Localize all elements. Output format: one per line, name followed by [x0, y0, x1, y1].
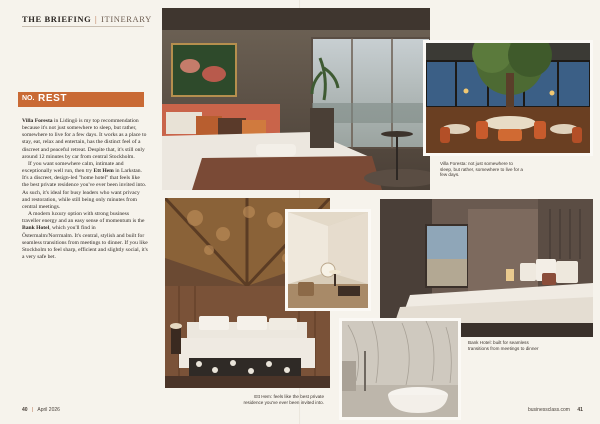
header-rule	[22, 26, 144, 27]
website: businessclass.com	[528, 407, 570, 413]
photo-villa-foresta-dining	[423, 40, 593, 156]
section-bar	[18, 92, 144, 107]
paragraph-text: in Lidingö is my top recommendation because it's not just somewhere to sleep, but rather, somewhere to live for a few days. It works as a place to stay, eat, relax and entertain, has the distinct feel of a discreet and peaceful retreat. Despite that, it's still only around 12 minutes by car from central Stockholm.	[22, 118, 147, 160]
photo-villa-foresta-bedroom	[162, 8, 430, 190]
caption-ett-hem: Ett Hem: feels like the best private residence you've ever been invited into.	[243, 394, 324, 405]
section-title: REST	[38, 93, 68, 104]
footer-left: 40 | April 2026	[22, 407, 60, 413]
header-section: THE BRIEFING	[22, 14, 92, 24]
issue-date: April 2026	[37, 407, 60, 413]
paragraph-villa-foresta	[22, 118, 148, 161]
paragraph-bank-hotel	[22, 211, 148, 261]
page-number-right: 41	[577, 407, 583, 413]
photo-bank-hotel-bathroom	[339, 318, 461, 420]
paragraph-ett-hem	[22, 161, 148, 211]
page-number-left: 40	[22, 407, 28, 413]
running-header	[22, 14, 152, 24]
header-divider: |	[95, 14, 98, 24]
paragraph-text: A modern luxury option with strong business traveller energy and an easy sense of momentum is the	[22, 211, 145, 225]
paragraph-text: in Larkstan. It's a discreet, design-led "home hotel" that feels like the best private residence you've ever been invited into. As such, it's ideal for busy leaders who want privacy and restoration, while still being only minutes from central meetings.	[22, 168, 147, 210]
photo-ett-hem-attic	[285, 209, 371, 311]
caption-villa-foresta: Villa Foresta: not just somewhere to sleep, but rather, somewhere to live for a few days.	[440, 161, 523, 178]
hotel-name-ett-hem: Ett Hem	[93, 168, 114, 175]
photo-bank-hotel-bedroom	[380, 199, 593, 337]
paragraph-text: If you want somewhere calm, intimate and exceptionally well run, then try	[22, 160, 124, 175]
header-subsection: ITINERARY	[101, 14, 152, 24]
article-body	[22, 118, 148, 261]
section-number: NO.	[22, 95, 35, 102]
hotel-name-villa-foresta: Villa Foresta	[22, 118, 53, 124]
caption-bank-hotel: Bank Hotel: built for seamless transitions from meetings to dinner	[468, 340, 539, 351]
footer-right	[528, 407, 583, 413]
paragraph-text: , which you'll find in Östermalm/Norrmalm. It's central, stylish and built for seamless transitions from meetings to dinner. If you like Stockholm to feel sharp, efficient and slightly social, it's a very safe bet.	[22, 225, 148, 260]
hotel-name-bank-hotel: Bank Hotel	[22, 225, 50, 232]
